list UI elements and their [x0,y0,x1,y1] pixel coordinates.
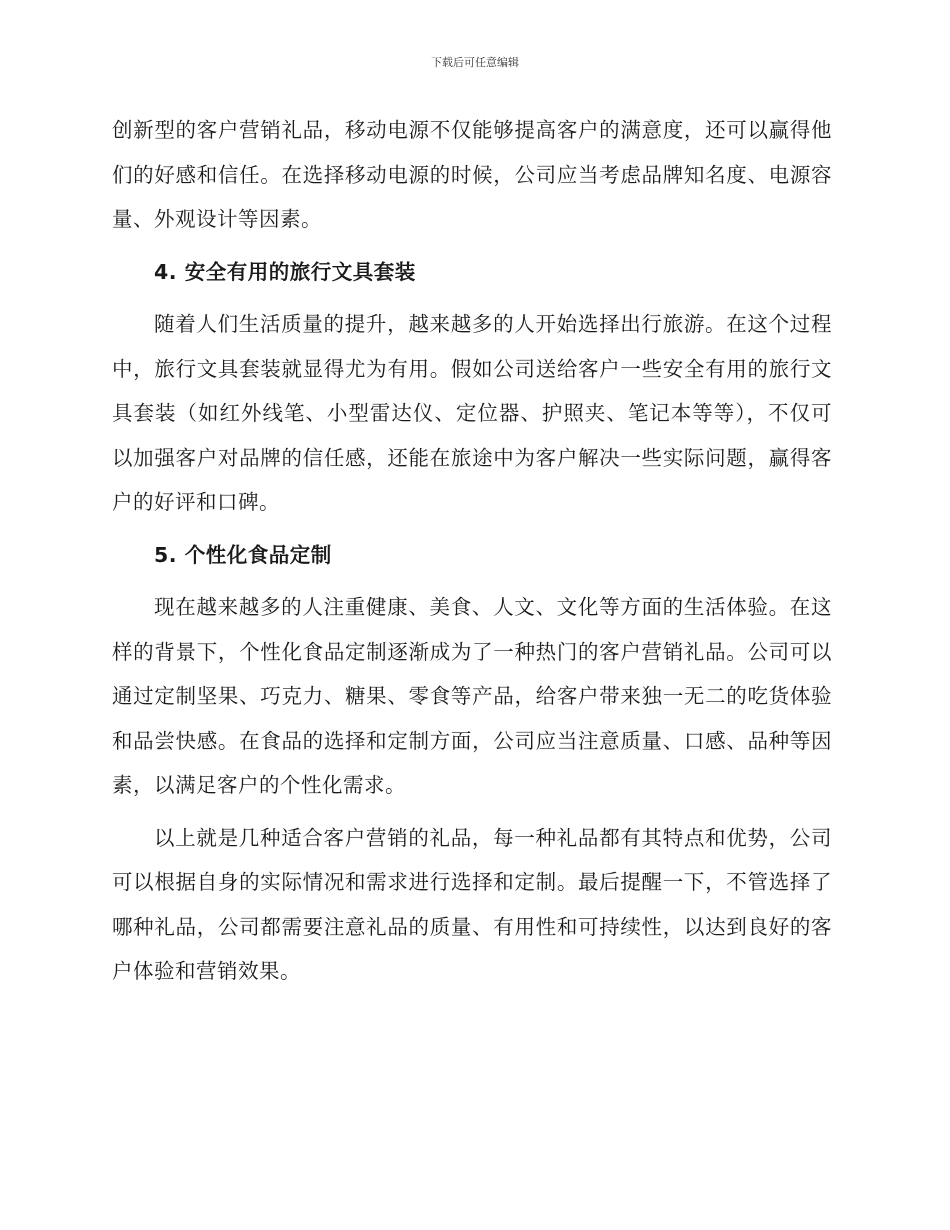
document-body [112,108,832,1002]
section-heading-custom-food: 5. 个性化食品定制 [154,542,332,567]
paragraph-power-bank-continued: 创新型的客户营销礼品，移动电源不仅能够提高客户的满意度，还可以赢得他们的好感和信任。在选择移动电源的时候，公司应当考虑品牌知名度、电源容量、外观设计等因素。 [112,118,832,231]
paragraph-custom-food: 现在越来越多的人注重健康、美食、人文、文化等方面的生活体验。在这样的背景下，个性化食品定制逐渐成为了一种热门的客户营销礼品。公司可以通过定制坚果、巧克力、糖果、零食等产品，给客户带来独一无二的吃货体验和品尝快感。在食品的选择和定制方面，公司应当注意质量、口感、品种等因素，以满足客户的个性化需求。 [112,595,832,797]
section-heading-travel-stationery: 4. 安全有用的旅行文具套装 [154,259,416,284]
page-header: 下载后可任意编辑 [431,56,519,69]
paragraph-conclusion: 以上就是几种适合客户营销的礼品，每一种礼品都有其特点和优势，公司可以根据自身的实际情况和需求进行选择和定制。最后提醒一下，不管选择了哪种礼品，公司都需要注意礼品的质量、有用性和可持续性，以达到良好的客户体验和营销效果。 [112,825,832,983]
paragraph-travel-stationery: 随着人们生活质量的提升，越来越多的人开始选择出行旅游。在这个过程中，旅行文具套装就显得尤为有用。假如公司送给客户一些安全有用的旅行文具套装（如红外线笔、小型雷达仪、定位器、护照夹、笔记本等等），不仅可以加强客户对品牌的信任感，还能在旅途中为客户解决一些实际问题，赢得客户的好评和口碑。 [112,312,832,514]
